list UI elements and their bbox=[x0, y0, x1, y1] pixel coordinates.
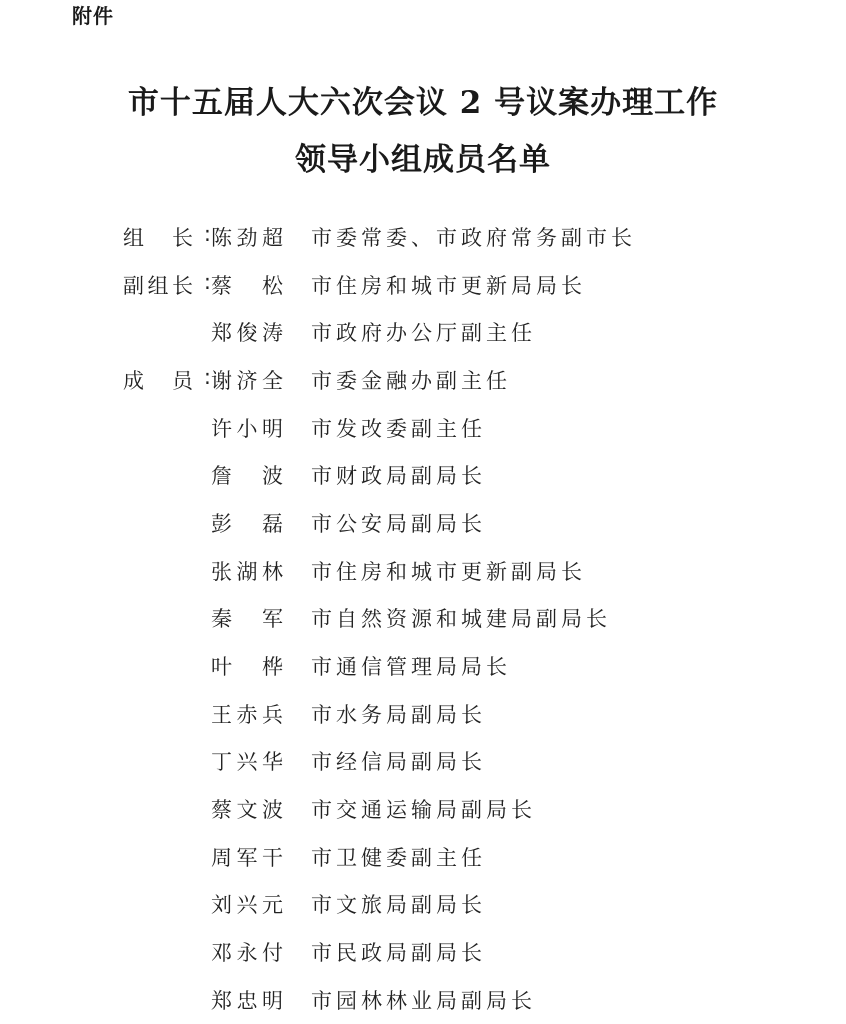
member-role-colon: : bbox=[203, 221, 211, 246]
member-row bbox=[123, 499, 823, 547]
member-name-char: 许 bbox=[211, 416, 232, 441]
member-name-char: 蔡 bbox=[211, 798, 232, 823]
member-role-char: 长 bbox=[172, 273, 193, 298]
member-position: 市发改委副主任 bbox=[311, 416, 486, 441]
member-name-char: 俊 bbox=[236, 321, 258, 346]
member-name-char: 兴 bbox=[236, 893, 258, 918]
member-name-char: 张 bbox=[211, 559, 232, 584]
member-name bbox=[211, 699, 311, 729]
member-position: 市公安局副局长 bbox=[311, 511, 486, 536]
member-name-char: 蔡 bbox=[211, 273, 232, 298]
member-row bbox=[123, 595, 823, 643]
member-name-char: 永 bbox=[236, 941, 258, 966]
member-name bbox=[211, 985, 311, 1015]
member-row bbox=[123, 213, 823, 261]
member-position: 市自然资源和城建局副局长 bbox=[311, 607, 611, 632]
member-row bbox=[123, 690, 823, 738]
member-name-char: 彭 bbox=[211, 511, 232, 536]
member-position: 市委常委、市政府常务副市长 bbox=[311, 225, 636, 250]
member-position: 市水务局副局长 bbox=[311, 702, 486, 727]
member-name-char: 华 bbox=[262, 750, 283, 775]
member-name-char: 兴 bbox=[236, 750, 258, 775]
member-name-char: 元 bbox=[262, 893, 283, 918]
member-role bbox=[123, 365, 211, 395]
member-name bbox=[211, 794, 311, 824]
member-name bbox=[211, 317, 311, 347]
member-name-char: 波 bbox=[262, 464, 283, 489]
member-name bbox=[211, 222, 311, 252]
member-position: 市经信局副局长 bbox=[311, 750, 486, 775]
member-name-char: 湖 bbox=[236, 559, 258, 584]
member-name-char: 周 bbox=[211, 845, 232, 870]
member-name-char: 秦 bbox=[211, 607, 232, 632]
member-row bbox=[123, 451, 823, 499]
document-title-line-2: 领导小组成员名单 bbox=[295, 142, 551, 178]
member-role-colon: : bbox=[203, 269, 211, 294]
member-row bbox=[123, 976, 823, 1024]
member-name-char: 干 bbox=[262, 845, 283, 870]
member-name-char: 詹 bbox=[211, 464, 232, 489]
member-name-char: 济 bbox=[236, 368, 258, 393]
member-name bbox=[211, 746, 311, 776]
member-name bbox=[211, 508, 311, 538]
member-name bbox=[211, 460, 311, 490]
member-name-char: 邓 bbox=[211, 941, 232, 966]
member-role-char: 员 bbox=[172, 368, 193, 393]
member-name-char: 明 bbox=[262, 416, 283, 441]
member-role bbox=[123, 270, 211, 300]
member-row bbox=[123, 547, 823, 595]
member-row bbox=[123, 261, 823, 309]
member-name-char: 兵 bbox=[262, 702, 283, 727]
member-name-char: 军 bbox=[236, 845, 258, 870]
member-name bbox=[211, 889, 311, 919]
member-name bbox=[211, 937, 311, 967]
member-row bbox=[123, 833, 823, 881]
member-name-char: 全 bbox=[262, 368, 283, 393]
member-position: 市交通运输局副局长 bbox=[311, 798, 536, 823]
member-name bbox=[211, 413, 311, 443]
member-row bbox=[123, 356, 823, 404]
member-name-char: 郑 bbox=[211, 988, 232, 1013]
member-position: 市住房和城市更新副局长 bbox=[311, 559, 586, 584]
member-position: 市民政局副局长 bbox=[311, 941, 486, 966]
member-position: 市政府办公厅副主任 bbox=[311, 321, 536, 346]
member-position: 市文旅局副局长 bbox=[311, 893, 486, 918]
member-name-char: 王 bbox=[211, 702, 232, 727]
member-name-char: 桦 bbox=[262, 655, 283, 680]
member-row bbox=[123, 308, 823, 356]
member-name-char: 林 bbox=[262, 559, 283, 584]
member-row bbox=[123, 642, 823, 690]
member-name-char: 谢 bbox=[211, 368, 232, 393]
member-name-char: 丁 bbox=[211, 750, 232, 775]
member-position: 市委金融办副主任 bbox=[311, 368, 511, 393]
member-name-char: 郑 bbox=[211, 321, 232, 346]
member-name bbox=[211, 270, 311, 300]
member-name-char: 刘 bbox=[211, 893, 232, 918]
member-list bbox=[123, 213, 823, 1024]
member-name-char: 忠 bbox=[236, 988, 258, 1013]
document-title-line-1: 市十五届人大六次会议 2 号议案办理工作 bbox=[127, 85, 719, 121]
member-role-char: 组 bbox=[147, 273, 169, 298]
member-row bbox=[123, 738, 823, 786]
member-role-char: 长 bbox=[172, 225, 193, 250]
member-role-char: 副 bbox=[123, 273, 144, 298]
member-role bbox=[123, 222, 211, 252]
member-row bbox=[123, 404, 823, 452]
member-name bbox=[211, 603, 311, 633]
member-name-char: 陈 bbox=[211, 225, 232, 250]
member-row bbox=[123, 928, 823, 976]
member-name bbox=[211, 651, 311, 681]
member-role-colon: : bbox=[203, 364, 211, 389]
member-name-char: 军 bbox=[262, 607, 283, 632]
member-name bbox=[211, 556, 311, 586]
member-row bbox=[123, 785, 823, 833]
member-name-char: 小 bbox=[236, 416, 258, 441]
member-name-char: 付 bbox=[262, 941, 283, 966]
member-name-char: 涛 bbox=[262, 321, 283, 346]
member-name-char: 超 bbox=[262, 225, 283, 250]
member-name bbox=[211, 842, 311, 872]
member-name-char: 磊 bbox=[262, 511, 283, 536]
member-role-char: 组 bbox=[123, 225, 144, 250]
member-position: 市通信管理局局长 bbox=[311, 655, 511, 680]
member-position: 市财政局副局长 bbox=[311, 464, 486, 489]
member-position: 市住房和城市更新局局长 bbox=[311, 273, 586, 298]
member-name bbox=[211, 365, 311, 395]
member-role-char: 成 bbox=[123, 368, 144, 393]
member-name-char: 波 bbox=[262, 798, 283, 823]
member-name-char: 文 bbox=[236, 798, 258, 823]
member-name-char: 松 bbox=[262, 273, 283, 298]
member-position: 市卫健委副主任 bbox=[311, 845, 486, 870]
member-name-char: 叶 bbox=[211, 655, 232, 680]
member-name-char: 明 bbox=[262, 988, 283, 1013]
attachment-label: 附件 bbox=[72, 4, 114, 28]
member-name-char: 劲 bbox=[236, 225, 258, 250]
member-position: 市园林林业局副局长 bbox=[311, 988, 536, 1013]
member-name-char: 赤 bbox=[236, 702, 258, 727]
member-row bbox=[123, 881, 823, 929]
